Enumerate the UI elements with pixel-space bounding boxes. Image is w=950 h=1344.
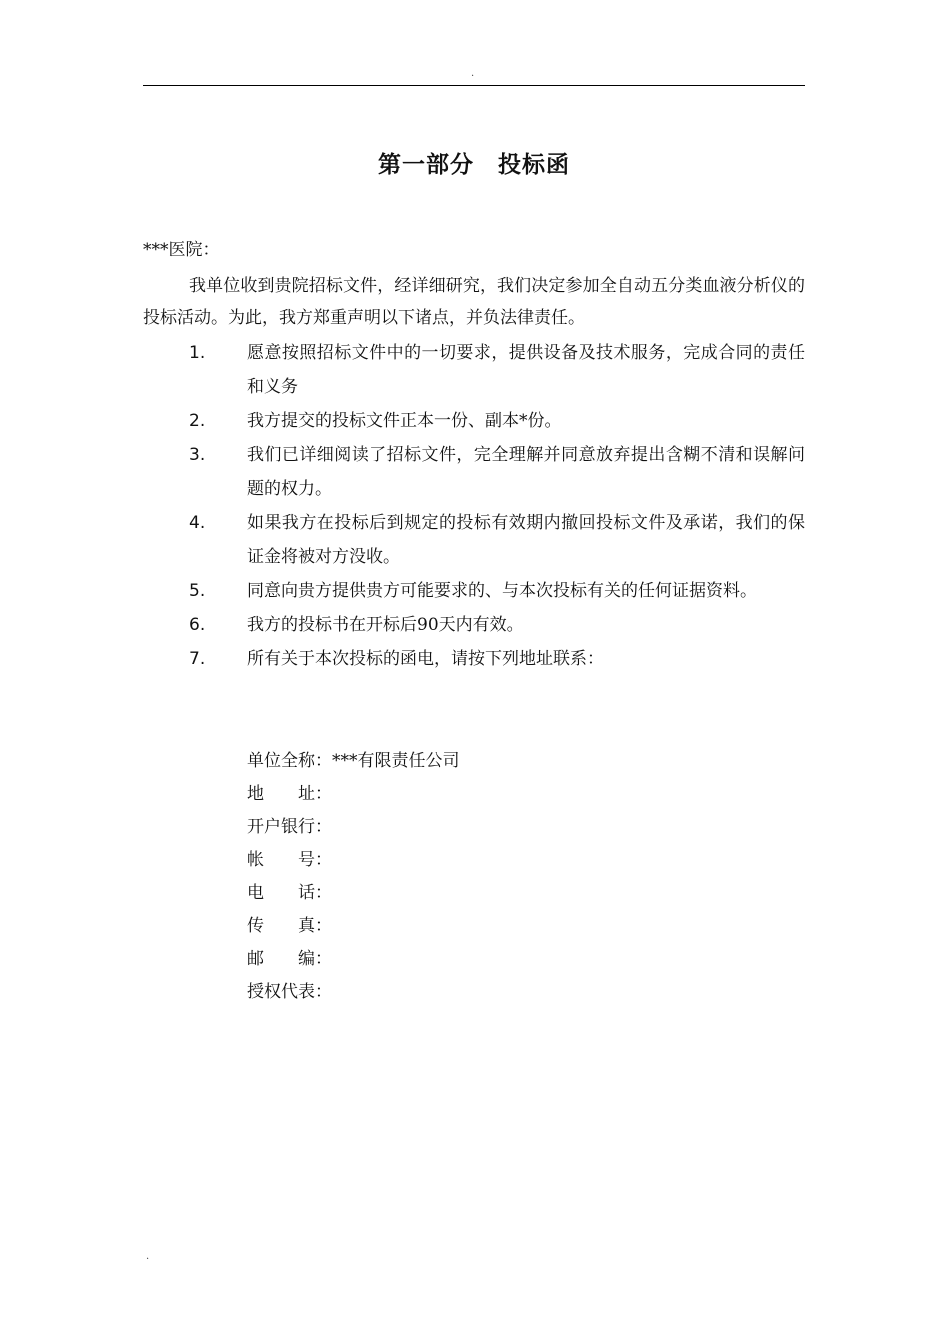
list-item — [143, 336, 805, 404]
contact-phone-label: 电 话： — [247, 883, 332, 903]
contact-company-label: 单位全称：***有限责任公司 — [247, 751, 460, 771]
contact-address-label: 地 址： — [247, 784, 332, 804]
list-item-text: 我方的投标书在开标后90天内有效。 — [247, 615, 524, 635]
list-item-number: 7. — [189, 649, 206, 669]
list-item-number: 3. — [189, 445, 206, 465]
list-item-text: 同意向贵方提供贵方可能要求的、与本次投标有关的任何证据资料。 — [247, 581, 757, 601]
list-item-text: 如果我方在投标后到规定的投标有效期内撤回投标文件及承诺，我们的保证金将被对方没收。 — [247, 513, 805, 567]
list-item-number: 5. — [189, 581, 206, 601]
contact-address — [247, 778, 460, 811]
list-item — [143, 608, 805, 642]
declaration-list — [143, 336, 805, 676]
header-rule — [143, 85, 805, 86]
list-item — [143, 438, 805, 506]
contact-representative — [247, 976, 460, 1009]
list-item-text: 愿意按照招标文件中的一切要求，提供设备及技术服务，完成合同的责任和义务 — [247, 343, 805, 397]
contact-block — [247, 745, 460, 1009]
list-item-number: 4. — [189, 513, 206, 533]
footer-mark: . — [146, 1251, 150, 1262]
list-item — [143, 506, 805, 574]
list-item — [143, 642, 805, 676]
list-item-text: 所有关于本次投标的函电，请按下列地址联系： — [247, 649, 604, 669]
list-item-number: 1. — [189, 343, 206, 363]
list-item-text: 我方提交的投标文件正本一份、副本*份。 — [247, 411, 562, 431]
list-item — [143, 404, 805, 438]
list-item-text: 我们已详细阅读了招标文件，完全理解并同意放弃提出含糊不清和误解问题的权力。 — [247, 445, 805, 499]
contact-representative-label: 授权代表： — [247, 982, 332, 1002]
contact-postcode-label: 邮 编： — [247, 949, 332, 969]
list-item — [143, 574, 805, 608]
page-title: 第一部分 投标函 — [378, 151, 570, 178]
intro-paragraph: 我单位收到贵院招标文件，经详细研究，我们决定参加全自动五分类血液分析仪的投标活动。为此，我方郑重声明以下诸点，并负法律责任。 — [143, 276, 805, 328]
contact-fax — [247, 910, 460, 943]
contact-company — [247, 745, 460, 778]
contact-fax-label: 传 真： — [247, 916, 332, 936]
contact-account-label: 帐 号： — [247, 850, 332, 870]
contact-phone — [247, 877, 460, 910]
contact-postcode — [247, 943, 460, 976]
contact-account — [247, 844, 460, 877]
list-item-number: 6. — [189, 615, 206, 635]
contact-bank — [247, 811, 460, 844]
contact-bank-label: 开户银行： — [247, 817, 332, 837]
list-item-number: 2. — [189, 411, 206, 431]
header-mark: . — [471, 68, 475, 79]
salutation: ***医院： — [143, 240, 220, 260]
